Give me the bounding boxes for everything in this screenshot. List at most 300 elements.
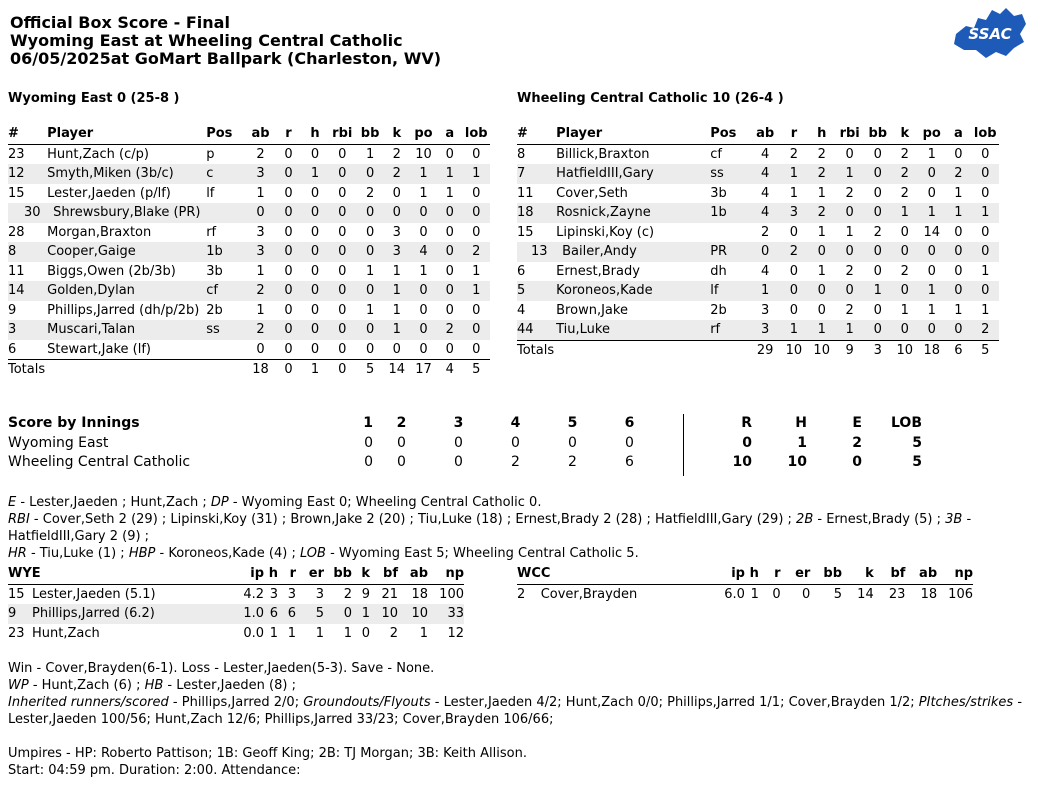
summary-header-lob: LOB [891,415,922,431]
stat-cell: 1 [927,146,936,162]
stat-cell: 1 [891,203,918,223]
stat-cell: 0 [864,164,891,184]
stat-cell: 1 [463,281,490,301]
col-header-a: a [437,124,463,144]
col-header-player: Player [554,124,710,144]
stat-cell: 1 [780,164,809,184]
player-row [517,184,999,204]
stat-cell: 0 [284,146,293,162]
pitch-stat: 6.0 [724,586,745,602]
stat-cell: 0 [410,203,437,223]
stat-cell: 0 [275,320,302,340]
stat-cell: 3 [780,203,809,223]
stat-cell: 0 [357,320,384,340]
player-name: Billick,Braxton [556,146,650,162]
stat-cell: 1 [817,185,826,201]
player-row [517,203,999,223]
pitch-stat: 6 [278,604,296,624]
pitcher-row [8,584,464,604]
inning-score: 0 [454,454,463,470]
linescore-table [8,414,928,473]
stat-cell: 0 [971,281,999,301]
col-header-ab: ab [751,124,780,144]
totals-cell [710,340,750,360]
player-row [517,281,999,301]
stat-cell: 1 [780,320,809,340]
col-header-number: # [8,124,45,144]
stat-cell: 2 [900,146,909,162]
stat-cell: 1 [302,164,328,184]
pitch-stat: 1 [287,625,296,641]
game-footer [8,745,1048,779]
summary-value: 0 [742,434,752,451]
player-number: 8 [517,146,526,162]
stat-cell [206,340,246,360]
stat-cell: 1 [817,263,826,279]
inning-header: 1 [363,415,373,431]
pitch-col-bf: bf [874,564,906,584]
pitch-stat: 4.2 [243,586,264,602]
player-name: Smyth,Miken (3b/c) [45,164,206,184]
player-name: Shrewsbury,Blake (PR) [45,203,206,223]
stat-cell: 2 [817,146,826,162]
pitch-stat: 1 [269,625,278,641]
stat-cell: 2 [845,263,854,279]
player-row [8,262,490,282]
inning-header: 3 [453,415,464,431]
col-header-h: h [808,124,835,144]
stat-cell: 2 [845,302,854,318]
totals-cell [206,360,246,380]
stat-cell: lf [710,281,750,301]
stat-cell: ss [206,320,246,340]
stat-cell: 3 [384,242,411,262]
player-number: 12 [8,164,45,184]
stat-cell: 0 [284,185,293,201]
home-team-title: Wheeling Central Catholic 10 (26-4 ) [517,91,784,106]
stat-cell: 0 [310,263,320,279]
player-row [8,184,490,204]
linescore-team-name: Wheeling Central Catholic [8,454,191,470]
stat-cell: 0 [256,341,265,357]
player-number: 44 [517,320,554,340]
player-name: Brown,Jake [556,302,628,318]
stat-cell: 0 [365,341,375,357]
col-header-lob: lob [971,124,999,144]
stat-cell: 1 [789,185,799,201]
stat-cell: 0 [310,146,320,162]
pitcher-row [8,624,464,644]
stat-cell [206,203,246,223]
header-title: Official Box Score - Final [10,13,230,32]
player-row [517,320,999,340]
stat-cell [710,223,750,243]
pitching-team-label: WYE [8,564,242,584]
pitcher-row [517,584,973,604]
stat-cell: 0 [445,302,454,318]
pitch-stat: 2 [389,625,398,641]
stat-cell: 2 [246,281,275,301]
stat-cell: 0 [357,242,384,262]
totals-label: Totals [8,360,45,380]
pitch-stat: 2 [343,586,352,602]
pitch-col-k: k [352,564,370,584]
player-row [8,301,490,321]
stat-cell: 2 [392,146,401,162]
pitch-col-bb: bb [810,564,842,584]
pitching-notes: Win - Cover,Brayden(6-1). Loss - Lester,Jaeden(5-3). Save - None. WP - Hunt,Zach (6) ; HB - Lester,Jaeden (8) ; Inherited runners/scored - Phillips,Jarred 2/0; Groundouts/Flyouts - Lester,Jaeden 4/2; Hunt,Zach 0/0; Phillips,Jarred 1/1; Cover,Brayden 1/2; PItches/strikes - Lester,Jaeden 100/56; Hunt,Zach 12/6; Phillips,Jarred 33/23; Cover,Brayden 106/66; [8,661,1023,727]
stat-cell: 0 [845,146,854,162]
stat-cell: rf [206,224,217,240]
inning-header: 4 [510,415,521,431]
stat-cell: 0 [275,164,302,184]
player-row [8,242,490,262]
stat-cell: cf [206,281,246,301]
player-name: Lipinski,Koy (c) [556,224,655,240]
stat-cell: 0 [302,320,328,340]
stat-cell: 0 [971,242,999,262]
stat-cell: 3 [246,242,275,262]
pitch-col-h: h [264,564,278,584]
pitch-col-r: r [278,564,296,584]
stat-cell: c [206,164,246,184]
player-number: 15 [8,185,25,201]
stat-cell: 2 [873,224,882,240]
linescore-row [8,434,928,454]
stat-cell: 1 [256,302,265,318]
pitch-stat: 0 [361,625,370,641]
player-number: 28 [8,224,25,240]
pitch-col-r: r [759,564,781,584]
stat-cell: 0 [789,224,799,240]
inning-header: 6 [624,415,635,431]
player-number: 3 [8,320,45,340]
col-header-po: po [410,124,437,144]
player-name: Hunt,Zach (c/p) [47,146,149,162]
away-pitching-table [8,564,464,643]
stat-cell: 1 [751,281,780,301]
stat-cell: 0 [284,302,293,318]
stat-cell: 2 [256,146,265,162]
pitch-stat: 106 [948,586,973,602]
stat-cell: 0 [302,242,328,262]
pitch-stat: 6 [264,604,278,624]
stat-cell: 0 [864,242,891,262]
linescore-title: Score by Innings [8,415,140,431]
player-row [517,223,999,243]
stat-cell: 0 [284,341,293,357]
player-name: Cooper,Gaige [45,242,206,262]
totals-cell: 10 [891,340,918,360]
pitcher-number: 15 [8,586,25,602]
stat-cell: 2 [900,185,909,201]
totals-cell: 5 [357,360,384,380]
stat-cell: 2 [789,146,799,162]
stat-cell: 0 [780,281,809,301]
stat-cell: 0 [817,302,826,318]
col-header-player: Player [45,124,206,144]
stat-cell: 0 [981,185,990,201]
pitcher-number: 23 [8,625,25,641]
player-row [517,144,999,164]
stat-cell: 0 [310,185,320,201]
pitcher-name: Lester,Jaeden (5.1) [32,586,156,602]
pitch-col-k: k [842,564,874,584]
inning-score: 0 [397,454,406,470]
player-row [8,223,490,243]
inning-header: 2 [396,415,407,431]
stat-cell: 0 [971,164,999,184]
stat-cell: 0 [472,224,481,240]
stat-cell: 3 [760,302,770,318]
stat-cell: 2 [808,164,835,184]
pitch-col-ip: ip [242,564,264,584]
stat-cell: 0 [284,263,293,279]
stat-cell: 0 [302,203,328,223]
totals-cell: 1 [302,360,328,380]
summary-value: 10 [787,454,807,470]
stat-cell: 0 [328,242,357,262]
summary-value: 5 [912,434,922,451]
player-name: Phillips,Jarred (dh/p/2b) [47,302,200,318]
pitch-stat: 1 [315,625,324,641]
pitch-col-ip: ip [719,564,745,584]
pitch-col-np: np [428,564,464,584]
stat-cell: 3 [392,224,401,240]
player-number: 6 [8,341,17,357]
stat-cell: 2b [206,302,223,318]
stat-cell: 0 [275,281,302,301]
stat-cell: 0 [338,341,347,357]
stat-cell: 1 [900,302,909,318]
player-name: Morgan,Braxton [47,224,152,240]
stat-cell: 1 [808,320,835,340]
stat-cell: 1 [384,281,411,301]
col-header-a: a [945,124,971,144]
stat-cell: 0 [927,185,936,201]
stat-cell: 0 [410,320,437,340]
pitcher-number: 2 [517,586,526,602]
stat-cell: 1b [710,203,750,223]
player-name: Bailer,Andy [554,242,710,262]
stat-cell: 2 [365,185,375,201]
stat-cell: 1 [256,185,265,201]
totals-cell: 29 [751,340,780,360]
stat-cell: 1 [365,263,375,279]
stat-cell: 0 [310,341,320,357]
stat-cell: 0 [918,164,945,184]
stat-cell: 0 [981,146,990,162]
batting-notes: E - Lester,Jaeden ; Hunt,Zach ; DP - Wyoming East 0; Wheeling Central Catholic 0. RBI - Cover,Seth 2 (29) ; Lipinski,Koy (31) ; Brown,Jake 2 (20) ; Tiu,Luke (18) ; Ernest,Brady 2 (28) ; HatfieldIII,Gary (29) ; 2B - Ernest,Brady (5) ; 3B - HatfieldIII,Gary 2 (9) ; HR - Tiu,Luke (1) ; HBP - Koroneos,Kade (4) ; LOB - Wyoming East 5; Wheeling Central Catholic 5. [8,495,972,561]
pitch-col-h: h [745,564,759,584]
stat-cell: 3 [256,224,265,240]
stat-cell: 0 [918,242,945,262]
col-header-k: k [384,124,411,144]
col-header-rbi: rbi [835,124,864,144]
pitch-stat: 100 [439,586,464,602]
col-header-r: r [275,124,302,144]
stat-cell: 0 [284,224,293,240]
stat-cell: 3 [246,164,275,184]
stat-cell: 0 [463,320,490,340]
pitch-col-ab: ab [398,564,428,584]
totals-cell: 4 [437,360,463,380]
stat-cell: 0 [338,263,347,279]
header-matchup: Wyoming East at Wheeling Central Catholic [10,31,403,50]
inning-score: 6 [625,454,634,470]
stat-cell: 0 [835,203,864,223]
player-number: 30 [8,203,45,223]
stat-cell: 1 [918,281,945,301]
stat-cell: 1 [817,224,826,240]
stat-cell: 3 [751,320,780,340]
pitch-stat: 1 [343,625,352,641]
totals-cell: 0 [275,360,302,380]
totals-label: Totals [517,340,554,360]
stat-cell: 0 [445,224,454,240]
player-row [8,164,490,184]
stat-cell: 2 [971,320,999,340]
stat-cell: 0 [945,281,971,301]
inning-header: 5 [567,415,578,431]
inning-score: 0 [397,434,406,451]
col-header-pos: Pos [206,124,246,144]
stat-cell: 0 [310,224,320,240]
pitching-team-label: WCC [517,564,719,584]
stat-cell: 0 [437,281,463,301]
stat-cell: 0 [873,263,882,279]
player-name: Golden,Dylan [45,281,206,301]
pitch-stat: 3 [315,586,324,602]
col-header-k: k [891,124,918,144]
inning-score: 0 [364,434,373,451]
stat-cell: 1 [981,263,990,279]
stat-cell: 1 [971,203,999,223]
stat-cell: 0 [954,224,963,240]
pitcher-number: 9 [8,604,32,624]
col-header-bb: bb [864,124,891,144]
pitch-stat: 18 [411,586,428,602]
stat-cell: 0 [472,341,481,357]
stat-cell: 0 [873,146,882,162]
stat-cell: 0 [328,320,357,340]
stat-cell: 0 [945,320,971,340]
stat-cell: 4 [760,146,770,162]
header-date-venue: 06/05/2025at GoMart Ballpark (Charleston, WV) [10,49,442,68]
stat-cell: 0 [873,302,882,318]
pitcher-row [8,604,464,624]
stat-cell: 14 [923,224,941,240]
stat-cell: 1 [419,185,428,201]
stat-cell: 10 [415,146,432,162]
stat-cell: 0 [384,203,411,223]
player-number: 11 [517,185,534,201]
pitch-stat: 14 [857,586,874,602]
stat-cell: 1 [256,263,265,279]
totals-cell: 17 [410,360,437,380]
pitch-col-er: er [296,564,324,584]
player-number: 4 [517,302,526,318]
stat-cell: 0 [472,146,481,162]
player-number: 13 [517,242,554,262]
pitch-stat: 18 [920,586,938,602]
totals-cell: 5 [463,360,490,380]
totals-cell: 3 [864,340,891,360]
stat-cell: 1 [835,164,864,184]
linescore-divider [683,414,684,476]
home-pitching-table [517,564,973,604]
stat-cell: 0 [302,281,328,301]
stat-cell: 0 [472,185,481,201]
pitcher-name: Hunt,Zach [32,625,100,641]
player-row [517,164,999,184]
stat-cell: 0 [463,203,490,223]
col-header-pos: Pos [710,124,750,144]
stat-cell: 1 [845,224,854,240]
stat-cell: 1b [206,242,246,262]
col-header-r: r [780,124,809,144]
player-number: 8 [8,242,45,262]
player-name: Biggs,Owen (2b/3b) [47,263,176,279]
player-row [8,320,490,340]
stat-cell: 3b [206,263,223,279]
stat-cell: 0 [445,263,454,279]
stat-cell: 0 [472,302,481,318]
stat-cell: 0 [445,341,454,357]
col-header-po: po [918,124,945,144]
stat-cell: 0 [328,203,357,223]
pitch-stat: 10 [370,604,398,624]
player-name: Koroneos,Kade [554,281,710,301]
summary-value: 1 [797,434,807,451]
stat-cell: 0 [338,224,347,240]
stat-cell: 0 [437,242,463,262]
stat-cell: 0 [338,146,347,162]
stat-cell: 1 [864,281,891,301]
player-row [517,301,999,321]
inning-score: 0 [511,434,520,451]
pitch-stat: 0 [802,586,811,602]
player-name: Muscari,Talan [45,320,206,340]
stat-cell: 0 [918,320,945,340]
player-number: 23 [8,146,25,162]
stat-cell: 0 [357,281,384,301]
stat-cell: rf [710,320,750,340]
stat-cell: 2 [780,242,809,262]
stat-cell: 1 [981,302,990,318]
stat-cell: 1 [954,185,963,201]
stat-cell: 0 [275,203,302,223]
stat-cell: 2b [710,302,727,318]
summary-value: 2 [852,434,862,451]
pitch-stat: 1.0 [242,604,264,624]
decisions: Win - Cover,Brayden(6-1). Loss - Lester,Jaeden(5-3). Save - None. [8,661,435,676]
pitch-stat: 10 [398,604,428,624]
totals-cell: 5 [971,340,999,360]
player-name: Stewart,Jake (lf) [47,341,151,357]
stat-cell: 0 [419,341,428,357]
stat-cell: 1 [918,203,945,223]
player-number: 9 [8,302,17,318]
pitcher-name: Phillips,Jarred (6.2) [32,604,242,624]
stat-cell: 1 [927,302,936,318]
player-row [8,281,490,301]
stat-cell: 1 [945,203,971,223]
stat-cell: 2 [760,224,770,240]
stat-cell: 2 [891,164,918,184]
pitch-stat: 21 [381,586,398,602]
pitch-stat: 1 [750,586,759,602]
